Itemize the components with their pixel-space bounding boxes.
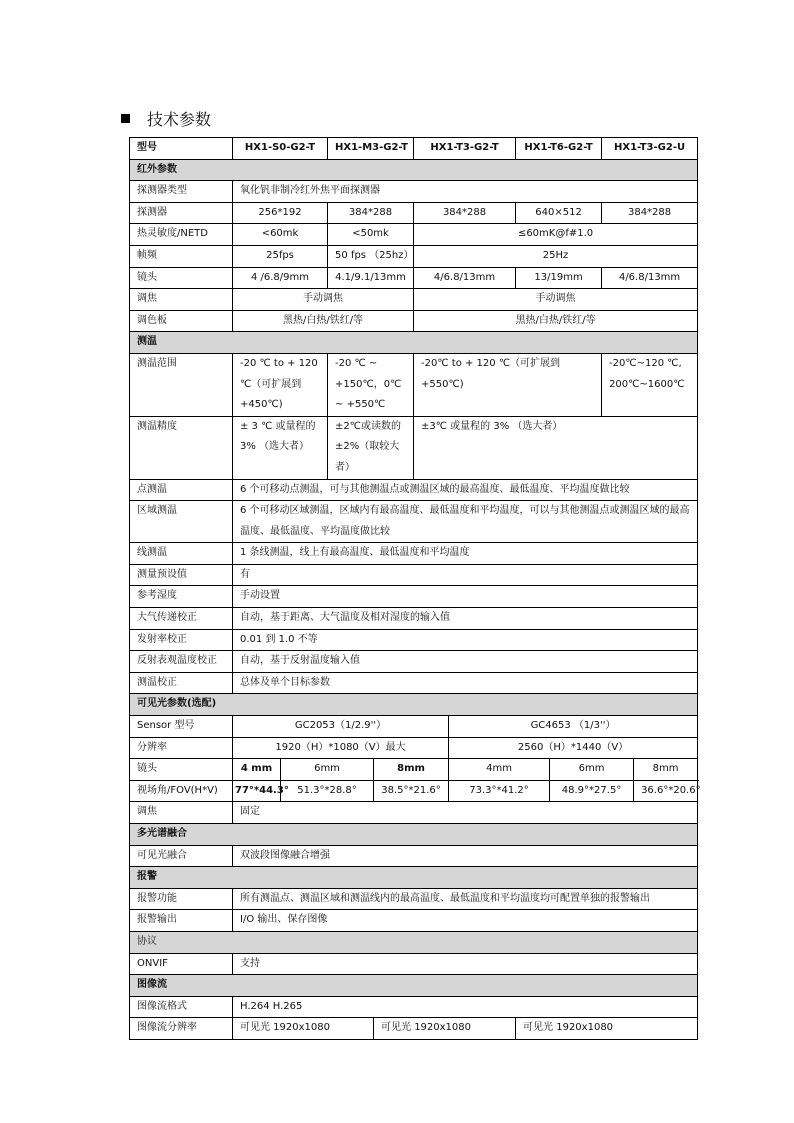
row-value: 13/19mm <box>516 267 602 289</box>
table-row <box>130 224 698 246</box>
row-value: 总体及单个目标参数 <box>233 672 698 694</box>
header-model-label: 型号 <box>130 138 233 160</box>
section-row-stream <box>130 975 698 997</box>
row-label: 图像流格式 <box>130 996 233 1018</box>
row-value: 73.3°*41.2° <box>449 780 550 802</box>
table-row <box>130 672 698 694</box>
row-label: 报警输出 <box>130 910 233 932</box>
section-row-visible <box>130 694 698 716</box>
section-heading-text: 技术参数 <box>147 109 212 129</box>
row-label: 区域测温 <box>130 501 233 543</box>
row-value: 1 条线测温，线上有最高温度、最低温度和平均温度 <box>233 543 698 565</box>
row-value: I/O 输出、保存图像 <box>233 910 698 932</box>
row-value: 77°*44.3° <box>233 780 281 802</box>
row-value: -20℃~120 ℃, 200℃~1600℃ <box>602 353 698 416</box>
table-row <box>130 629 698 651</box>
model-name: HX1-T6-G2-T <box>516 138 602 160</box>
section-row-protocol <box>130 931 698 953</box>
row-label: 反射表观温度校正 <box>130 651 233 673</box>
row-label: 可见光融合 <box>130 845 233 867</box>
row-value: 4 mm <box>233 759 281 781</box>
row-value: -20℃ to + 120 ℃（可扩展到+550℃) <box>414 353 602 416</box>
table-row <box>130 416 698 479</box>
row-value: 6 个可移动点测温，可与其他测温点或测温区域的最高温度、最低温度、平均温度做比较 <box>233 479 698 501</box>
row-value: ±2℃或读数的±2%（取较大者） <box>328 416 414 479</box>
row-value: 6 个可移动区域测温，区域内有最高温度、最低温度和平均温度，可以与其他测温点或测温区域的最高温度、最低温度、平均温度做比较 <box>233 501 698 543</box>
section-row-ir <box>130 159 698 181</box>
row-value: 4/6.8/13mm <box>414 267 516 289</box>
table-row <box>130 1018 698 1040</box>
table-row <box>130 802 698 824</box>
table-row <box>130 737 698 759</box>
row-label: 镜头 <box>130 759 233 781</box>
table-row <box>130 716 698 738</box>
row-label: 参考湿度 <box>130 586 233 608</box>
row-label: 测温校正 <box>130 672 233 694</box>
table-row <box>130 888 698 910</box>
row-value: 6mm <box>281 759 374 781</box>
row-value: <60mk <box>233 224 328 246</box>
section-title: 多光谱融合 <box>130 824 698 846</box>
section-title: 图像流 <box>130 975 698 997</box>
section-title: 协议 <box>130 931 698 953</box>
row-value: 4/6.8/13mm <box>602 267 698 289</box>
row-label: 热灵敏度/NETD <box>130 224 233 246</box>
row-value: ≤60mK@f#1.0 <box>414 224 698 246</box>
row-label: 视场角/FOV(H*V) <box>130 780 233 802</box>
row-value: 4 /6.8/9mm <box>233 267 328 289</box>
row-label: 镜头 <box>130 267 233 289</box>
row-label: 测量预设值 <box>130 564 233 586</box>
table-row <box>130 953 698 975</box>
row-label: 报警功能 <box>130 888 233 910</box>
row-label: 发射率校正 <box>130 629 233 651</box>
row-value: 50 fps （25hz） <box>328 245 414 267</box>
model-name: HX1-T3-G2-U <box>602 138 698 160</box>
row-value: 可见光 1920x1080 <box>374 1018 516 1040</box>
row-label: 大气传递校正 <box>130 608 233 630</box>
row-label: 调色板 <box>130 310 233 332</box>
section-title: 可见光参数(选配) <box>130 694 698 716</box>
row-value: 4mm <box>449 759 550 781</box>
row-value: 36.6°*20.6° <box>634 780 698 802</box>
spec-table <box>129 137 701 1040</box>
row-value: 固定 <box>233 802 698 824</box>
row-value: 4.1/9.1/13mm <box>328 267 414 289</box>
row-label: ONVIF <box>130 953 233 975</box>
table-row <box>130 181 698 203</box>
row-value: 自动，基于距离、大气温度及相对湿度的输入值 <box>233 608 698 630</box>
row-value: 51.3°*28.8° <box>281 780 374 802</box>
row-label: 帧频 <box>130 245 233 267</box>
row-value: ±3℃ 或量程的 3% （选大者） <box>414 416 698 479</box>
row-value: 25Hz <box>414 245 698 267</box>
model-name: HX1-T3-G2-T <box>414 138 516 160</box>
row-value: 手动调焦 <box>414 289 698 311</box>
row-value: 25fps <box>233 245 328 267</box>
row-label: 探测器类型 <box>130 181 233 203</box>
row-value: 氧化钒非制冷红外焦平面探测器 <box>233 181 698 203</box>
row-value: 双波段图像融合增强 <box>233 845 698 867</box>
table-row <box>130 780 698 802</box>
model-name: HX1-M3-G2-T <box>328 138 414 160</box>
table-row <box>130 996 698 1018</box>
row-value: 手动设置 <box>233 586 698 608</box>
row-value: 384*288 <box>602 202 698 224</box>
row-value: 有 <box>233 564 698 586</box>
row-value: GC2053（1/2.9''） <box>233 716 449 738</box>
row-label: 测温范围 <box>130 353 233 416</box>
row-value: 640×512 <box>516 202 602 224</box>
section-heading <box>121 107 211 129</box>
row-value: 支持 <box>233 953 698 975</box>
row-value: 可见光 1920x1080 <box>233 1018 374 1040</box>
square-bullet-icon <box>121 114 130 123</box>
section-title: 红外参数 <box>130 159 698 181</box>
row-value: 黑热/白热/铁红/等 <box>414 310 698 332</box>
row-value: 自动，基于反射温度输入值 <box>233 651 698 673</box>
row-value: 256*192 <box>233 202 328 224</box>
table-row <box>130 845 698 867</box>
section-row-temp <box>130 332 698 354</box>
row-label: 点测温 <box>130 479 233 501</box>
row-label: 调焦 <box>130 289 233 311</box>
section-row-fusion <box>130 824 698 846</box>
row-value: 8mm <box>634 759 698 781</box>
row-value: GC4653 （1/3''） <box>449 716 698 738</box>
row-label: 调焦 <box>130 802 233 824</box>
row-value: <50mk <box>328 224 414 246</box>
row-value: 手动调焦 <box>233 289 414 311</box>
row-label: 图像流分辨率 <box>130 1018 233 1040</box>
row-value: ± 3 ℃ 或量程的 3% （选大者） <box>233 416 328 479</box>
table-row <box>130 651 698 673</box>
table-row <box>130 353 698 416</box>
row-value: 38.5°*21.6° <box>374 780 449 802</box>
table-row <box>130 910 698 932</box>
table-row <box>130 479 698 501</box>
table-header-row <box>130 138 698 160</box>
table-row <box>130 310 698 332</box>
row-value: 384*288 <box>328 202 414 224</box>
section-row-alarm <box>130 867 698 889</box>
row-label: 线测温 <box>130 543 233 565</box>
table-row <box>130 267 698 289</box>
section-title: 测温 <box>130 332 698 354</box>
row-label: 测温精度 <box>130 416 233 479</box>
row-value: 1920（H）*1080（V）最大 <box>233 737 449 759</box>
row-label: 探测器 <box>130 202 233 224</box>
model-name: HX1-S0-G2-T <box>233 138 328 160</box>
row-value: 0.01 到 1.0 不等 <box>233 629 698 651</box>
table-row <box>130 202 698 224</box>
table-row <box>130 245 698 267</box>
row-value: 所有测温点、测温区域和测温线内的最高温度、最低温度和平均温度均可配置单独的报警输出 <box>233 888 698 910</box>
row-label: Sensor 型号 <box>130 716 233 738</box>
table-row <box>130 759 698 781</box>
row-value: 8mm <box>374 759 449 781</box>
table-row <box>130 289 698 311</box>
row-value: -20 ℃ to + 120 ℃（可扩展到+450℃) <box>233 353 328 416</box>
row-value: 黑热/白热/铁红/等 <box>233 310 414 332</box>
table-row <box>130 543 698 565</box>
section-title: 报警 <box>130 867 698 889</box>
row-value: 48.9°*27.5° <box>550 780 634 802</box>
row-label: 分辨率 <box>130 737 233 759</box>
row-value: 384*288 <box>414 202 516 224</box>
table-row <box>130 608 698 630</box>
table-row <box>130 564 698 586</box>
row-value: 6mm <box>550 759 634 781</box>
row-value: 可见光 1920x1080 <box>516 1018 698 1040</box>
row-value: -20 ℃ ~ +150℃，0℃ ~ +550℃ <box>328 353 414 416</box>
table-row <box>130 586 698 608</box>
table-row <box>130 501 698 543</box>
row-value: H.264 H.265 <box>233 996 698 1018</box>
row-value: 2560（H）*1440（V） <box>449 737 698 759</box>
